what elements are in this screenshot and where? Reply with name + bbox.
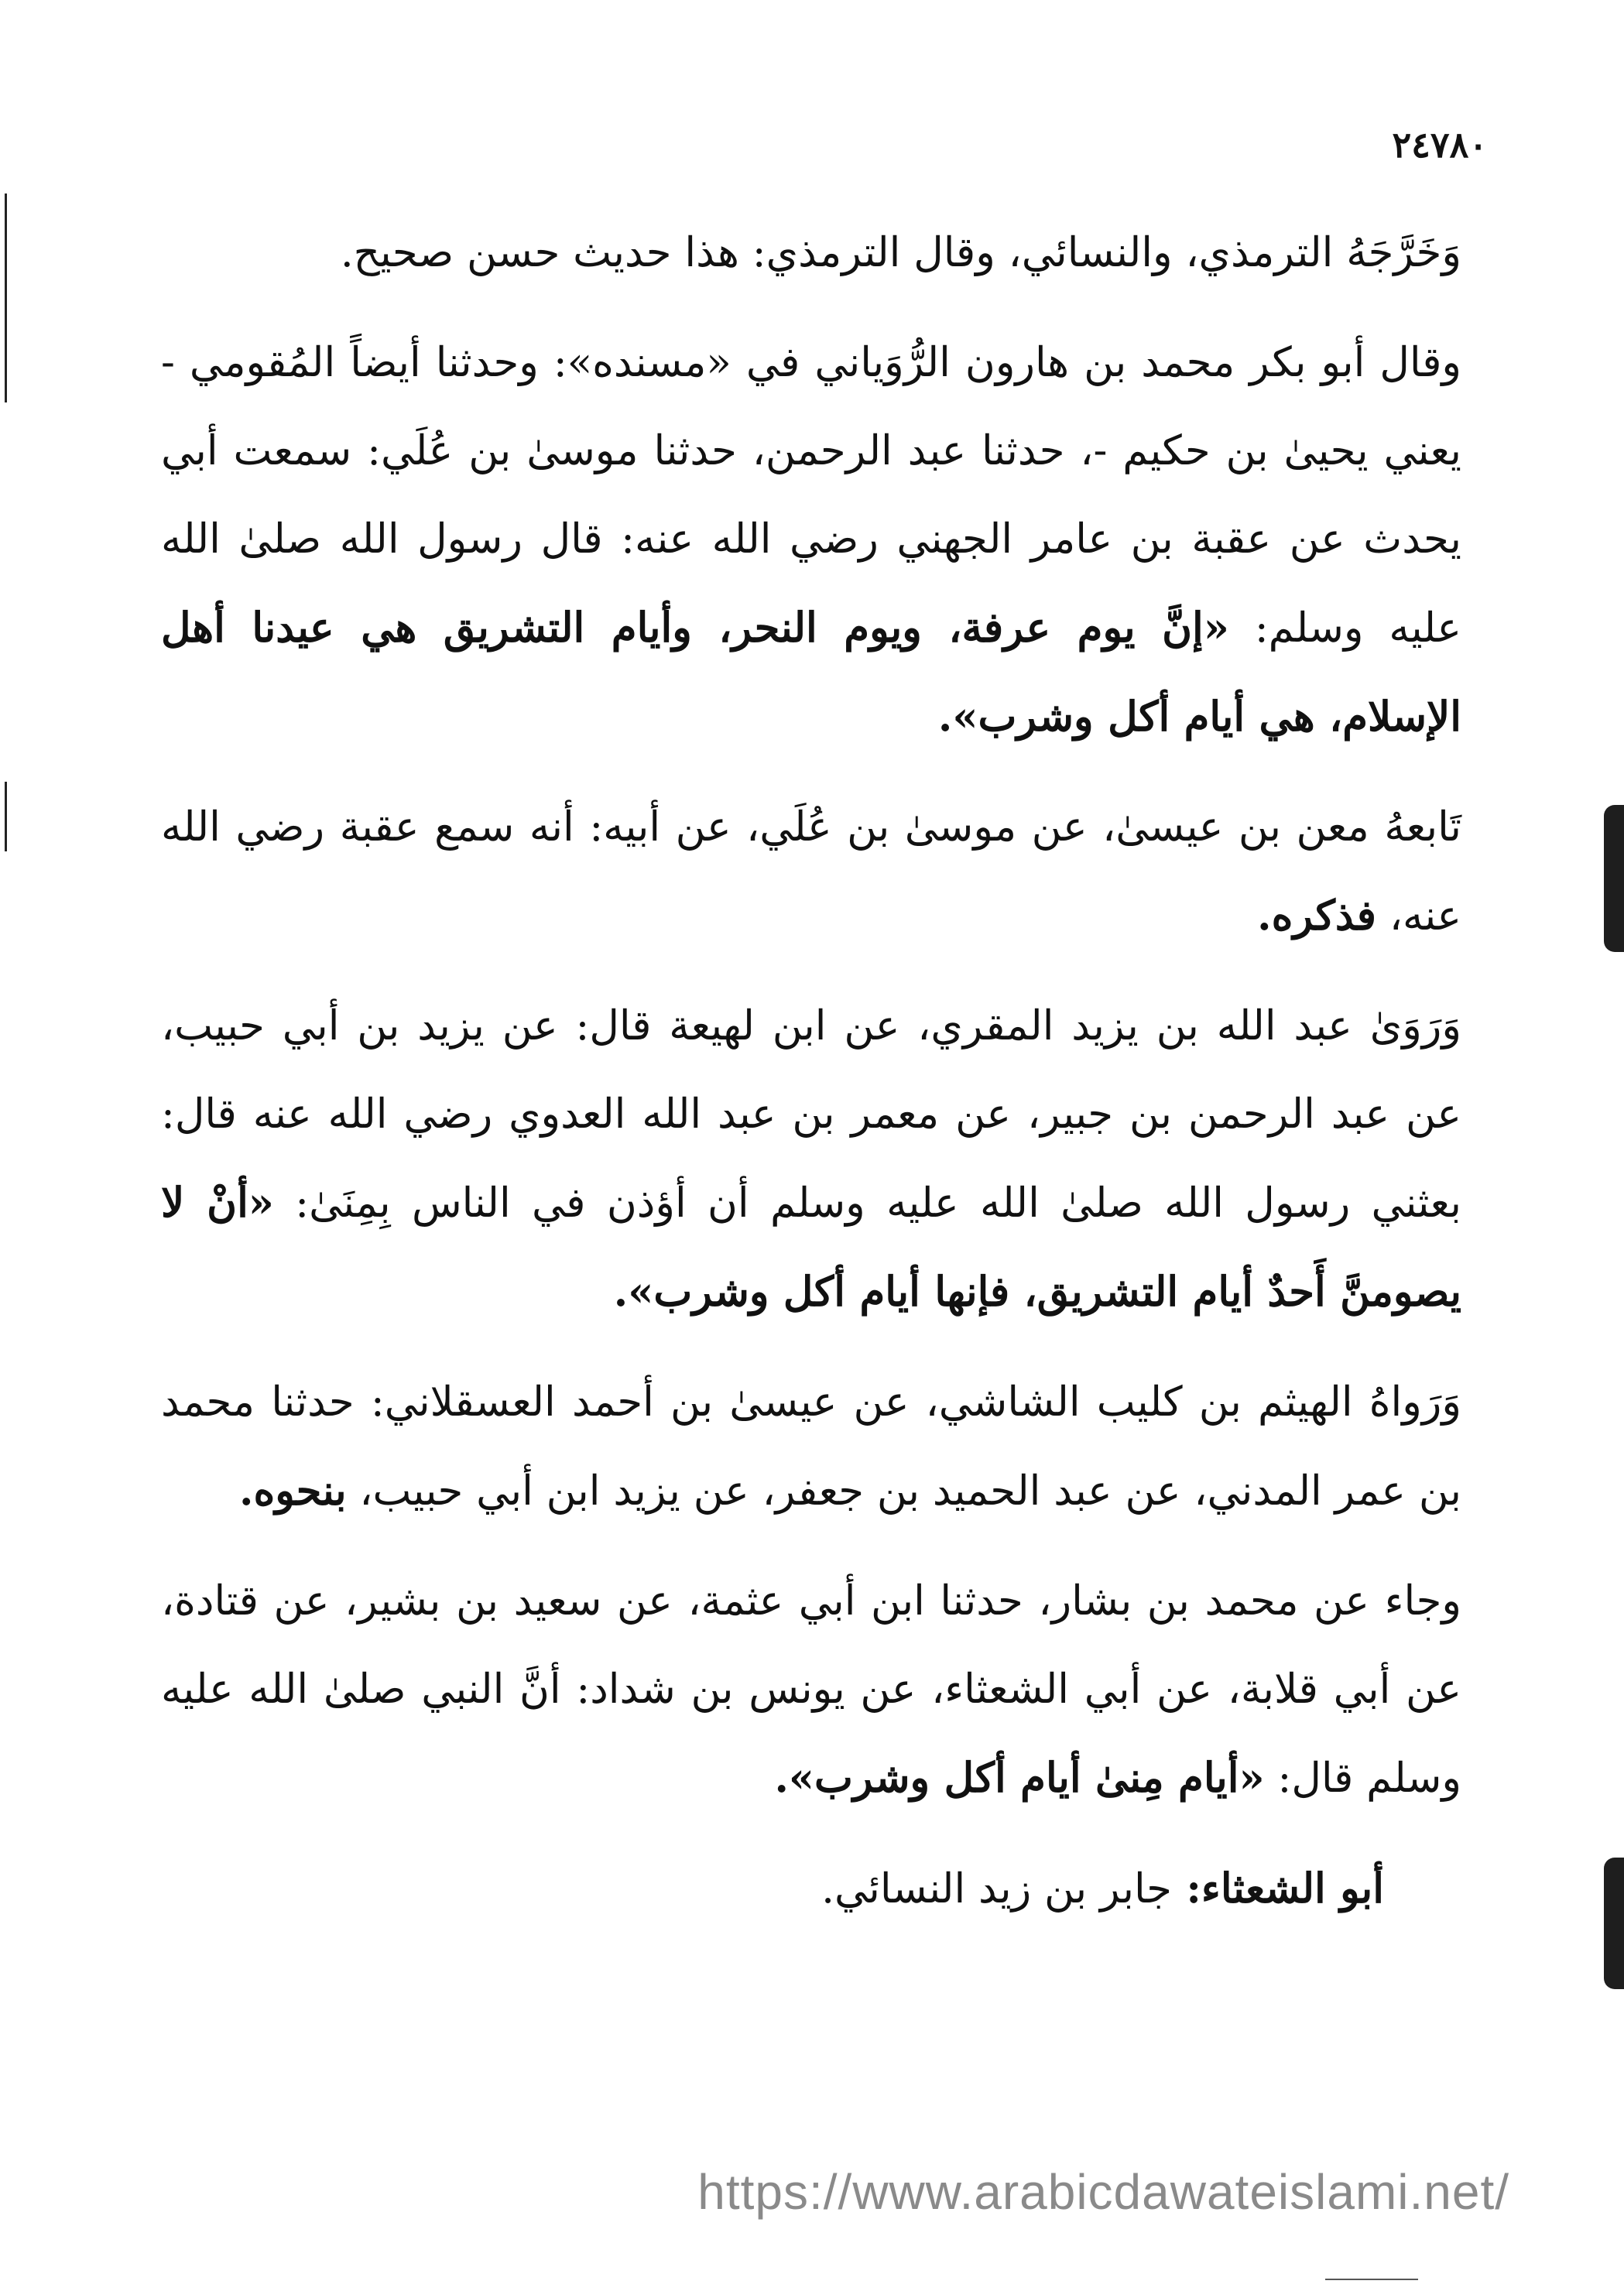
paragraph-7 [161, 1844, 1384, 1933]
paragraph-text: وَرَواهُ الهيثم بن كليب الشاشي، عن عيسىٰ بن أحمد العسقلاني: حدثنا محمد بن عمر المدني، عن عبد الحميد بن جعفر، عن يزيد ابن أبي حبيب، [161, 1378, 1461, 1515]
hadith-quote: «أيام مِنىٰ أيام أكل وشرب». [774, 1754, 1265, 1802]
paragraph-ending: فذكره. [1257, 892, 1376, 940]
binding-shadow [1604, 805, 1624, 952]
page-number: ٢٤٧٨٠ [1392, 124, 1488, 166]
paragraph-text: وَرَوَىٰ عبد الله بن يزيد المقري، عن ابن لهيعة قال: عن يزيد بن أبي حبيب، عن عبد الرحمن بن جبير، عن معمر بن عبد الله العدوي رضي الله عنه قال: بعثني رسول الله صلىٰ الله عليه وسلم أن أؤذن في الناس بِمِنَىٰ: [161, 1002, 1461, 1227]
website-url: https://www.arabicdawateislami.net/ [697, 2164, 1509, 2220]
page-body [161, 209, 1461, 1955]
paragraph-ending: بنحوه. [239, 1467, 347, 1515]
paragraph-text: تَابعهُ معن بن عيسىٰ، عن موسىٰ بن عُلَي، عن أبيه: أنه سمع عقبة رضي الله عنه، [161, 803, 1461, 940]
paragraph-text: جابر بن زيد النسائي. [821, 1865, 1172, 1913]
scan-edge-mark [5, 193, 7, 402]
paragraph-text: وجاء عن محمد بن بشار، حدثنا ابن أبي عثمة، عن سعيد بن بشير، عن قتادة، عن أبي قلابة، عن أبي الشعثاء، عن يونس بن شداد: أنَّ النبي صلىٰ الله عليه وسلم قال: [161, 1577, 1462, 1802]
paragraph-2 [161, 319, 1461, 762]
narrator-name: أبو الشعثاء: [1171, 1865, 1384, 1913]
paragraph-1 [161, 209, 1461, 297]
hadith-quote: «أنْ لا يصومنَّ أَحدٌ أيام التشريق، فإنها أيام أكل وشرب». [161, 1179, 1461, 1316]
scan-edge-mark [5, 782, 7, 851]
paragraph-4 [161, 982, 1461, 1337]
paragraph-5 [161, 1358, 1461, 1536]
hadith-quote: «إنَّ يوم عرفة، ويوم النحر، وأيام التشريق هي عيدنا أهل الإسلام، هي أيام أكل وشرب». [161, 604, 1461, 741]
paragraph-text: وَخَرَّجَهُ الترمذي، والنسائي، وقال الترمذي: هذا حديث حسن صحيح. [340, 229, 1461, 276]
paragraph-3 [161, 783, 1461, 961]
paragraph-6 [161, 1557, 1461, 1823]
paragraph-text: وقال أبو بكر محمد بن هارون الرُّوَياني في «مسنده»: وحدثنا أيضاً المُقومي - يعني يحيىٰ بن حكيم -، حدثنا عبد الرحمن، حدثنا موسىٰ بن عُلَي: سمعت أبي يحدث عن عقبة بن عامر الجهني رضي الله عنه: قال رسول الله صلىٰ الله عليه وسلم: [161, 339, 1462, 652]
page-bottom-rule [1325, 2279, 1418, 2280]
binding-shadow [1604, 1858, 1624, 1989]
